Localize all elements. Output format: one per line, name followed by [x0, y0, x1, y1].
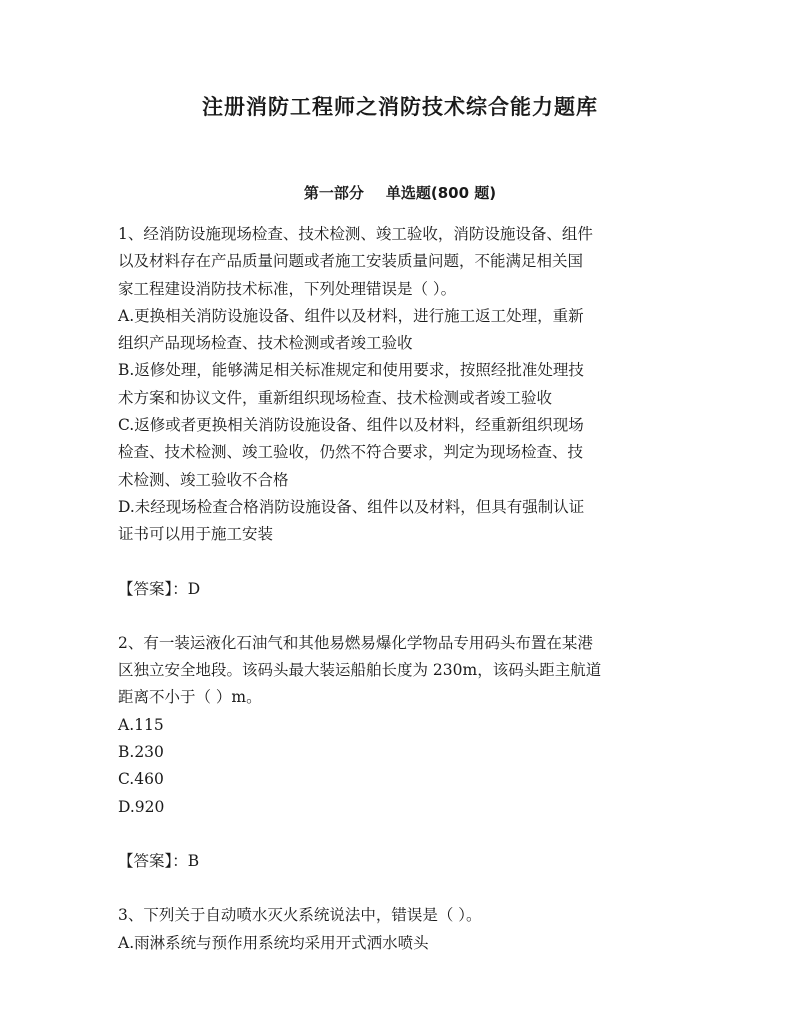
answer-line: 【答案】：B	[118, 851, 200, 870]
option-line: 组织产品现场检查、技术检测或者竣工验收	[118, 334, 413, 353]
document-title: 注册消防工程师之消防技术综合能力题库	[202, 95, 598, 119]
section-part: 第一部分	[303, 184, 364, 202]
option-line: B.返修处理，能够满足相关标准规定和使用要求，按照经批准处理技	[118, 361, 584, 380]
option-line: 术检测、竣工验收不合格	[118, 470, 289, 489]
option-line: 术方案和协议文件，重新组织现场检查、技术检测或者竣工验收	[118, 388, 553, 407]
question-stem-line: 距离不小于（ ）m。	[118, 688, 262, 707]
question-stem-line: 家工程建设消防技术标准，下列处理错误是（ ）。	[118, 279, 457, 298]
option-line: A.雨淋系统与预作用系统均采用开式洒水喷头	[118, 933, 429, 952]
option-line: C.返修或者更换相关消防设施设备、组件以及材料，经重新组织现场	[118, 416, 584, 435]
question-stem-line: 2、有一装运液化石油气和其他易燃易爆化学物品专用码头布置在某港	[118, 633, 593, 652]
question-stem-line: 3、下列关于自动喷水灭火系统说法中，错误是（ ）。	[118, 906, 482, 925]
question-list	[118, 221, 680, 957]
option-line: C.460	[118, 770, 164, 789]
question-stem-line: 以及材料存在产品质量问题或者施工安装质量问题，不能满足相关国	[118, 252, 584, 271]
question-1	[118, 221, 680, 603]
question-2	[118, 630, 680, 875]
option-line: D.920	[118, 797, 165, 816]
question-3	[118, 902, 680, 957]
section-heading	[0, 181, 800, 205]
question-stem-line: 1、经消防设施现场检查、技术检测、竣工验收，消防设施设备、组件	[118, 225, 593, 243]
question-stem-line: 区独立安全地段。该码头最大装运船舶长度为 230m，该码头距主航道	[118, 661, 602, 680]
option-line: A.115	[118, 715, 164, 734]
option-line: B.230	[118, 743, 164, 762]
option-line: D.未经现场检查合格消防设施设备、组件以及材料，但具有强制认证	[118, 497, 585, 516]
answer-line: 【答案】：D	[118, 579, 201, 598]
option-line: 证书可以用于施工安装	[118, 525, 274, 544]
option-line: 检查、技术检测、竣工验收，仍然不符合要求，判定为现场检查、技	[118, 443, 584, 462]
section-name: 单选题(800 题)	[385, 184, 497, 202]
option-line: A.更换相关消防设施设备、组件以及材料，进行施工返工处理，重新	[118, 306, 584, 325]
